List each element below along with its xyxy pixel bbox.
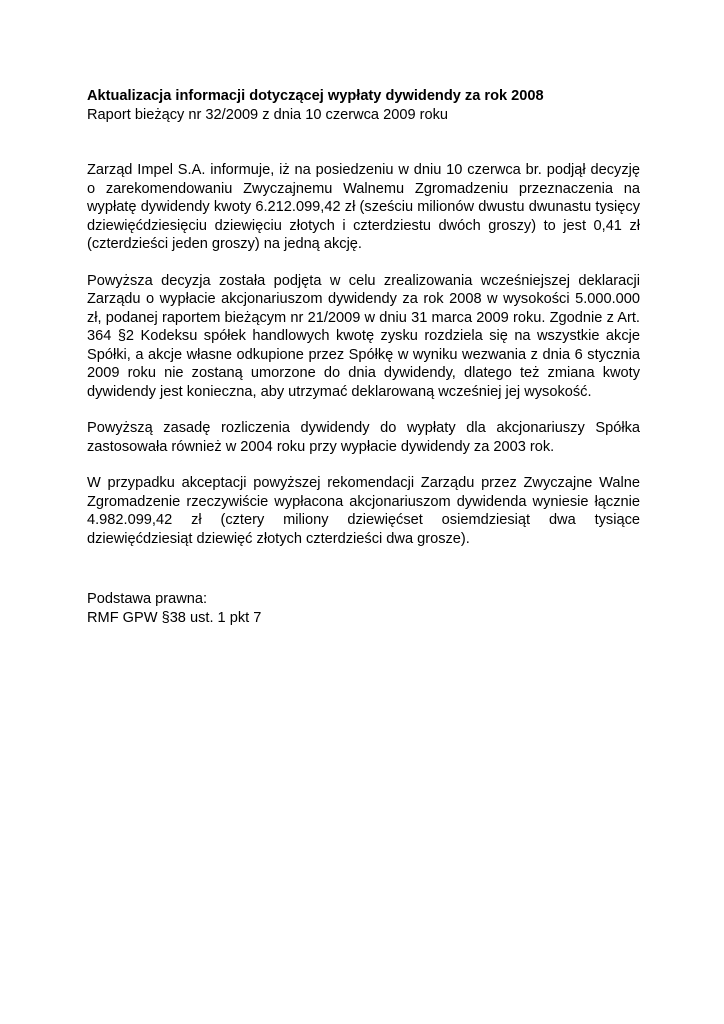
paragraph-4: W przypadku akceptacji powyższej rekomendacji Zarządu przez Zwyczajne Walne Zgromadzenie rzeczywiście wypłacona akcjonariuszom dywidenda wyniesie łącznie 4.982.099,42 zł (cztery miliony dziewięćset osiemdziesiąt dwa tysiące dziewięćdziesiąt dziewięć złotych czterdzieści dwa grosze). xyxy=(87,475,640,547)
legal-basis-value: RMF GPW §38 ust. 1 pkt 7 xyxy=(87,609,262,626)
document-subtitle: Raport bieżący nr 32/2009 z dnia 10 czerwca 2009 roku xyxy=(87,106,449,123)
legal-basis-label: Podstawa prawna: xyxy=(87,591,208,607)
paragraph-2: Powyższa decyzja została podjęta w celu zrealizowania wcześniejszej deklaracji Zarządu o wypłacie akcjonariuszom dywidendy za rok 2008 w wysokości 5.000.000 zł, podanej raportem bieżącym nr 21/2009 w dniu 31 marca 2009 roku. Zgodnie z Art. 364 §2 Kodeksu spółek handlowych kwotę zysku rozdziela się na wszystkie akcje Spółki, a akcje własne odkupione przez Spółkę w wyniku wezwania z dnia 6 stycznia 2009 roku nie zostaną umorzone do dnia dywidendy, dlatego też zmiana kwoty dywidendy jest konieczna, aby utrzymać deklarowaną wcześniej jej wysokość. xyxy=(87,272,640,400)
document-title: Aktualizacja informacji dotyczącej wypłaty dywidendy za rok 2008 xyxy=(87,88,544,104)
paragraph-1: Zarząd Impel S.A. informuje, iż na posiedzeniu w dniu 10 czerwca br. podjął decyzję o zarekomendowaniu Zwyczajnemu Walnemu Zgromadzeniu przeznaczenia na wypłatę dywidendy kwoty 6.212.099,42 zł (sześciu milionów dwustu dwunastu tysięcy dziewięćdziesięciu dziewięciu złotych i czterdziestu dwóch groszy) to jest 0,41 zł (czterdzieści jeden groszy) na jedną akcję. xyxy=(87,162,640,252)
legal-basis xyxy=(87,590,640,627)
document-page xyxy=(87,87,640,627)
paragraph-3: Powyższą zasadę rozliczenia dywidendy do wypłaty dla akcjonariuszy Spółka zastosowała również w 2004 roku przy wypłacie dywidendy za 2003 rok. xyxy=(87,420,640,455)
